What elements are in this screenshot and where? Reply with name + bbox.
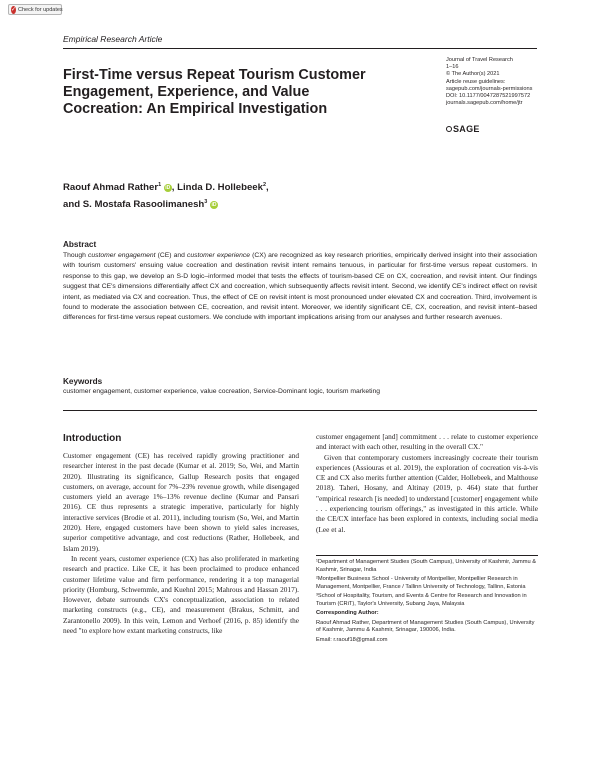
page-range: 1–16 [446,64,459,71]
abstract-text: Though customer engagement (CE) and customer experience (CX) are recognized as key research priorities, empirically derived insight into their association with tourism customers' ensuing value cocreation and destination revisit intent remains tenuous, in particular for first-time versus repeat customers. In response to this gap, we develop an S-D logic–informed model that tests the effects of tourism-based CE on CX, cocreation, and revisit intent. Our findings suggest that CE's dimensions differentially affect CX and cocreation, which subsequently affects revisit intent. Second, we identify CE's indirect effect on revisit intent, as mediated via CX and cocreation. Thus, the effect of CE on revisit intent is most pronounced under elevated CX and cocreation. Third, involvement is found to moderate the association between CE, cocreation, and revisit intent. Moreover, we identify significant CE, CX, cocreation, and revisit intent–based differences for first-time versus repeat customers. We conclude with important implications arising from our analyses and further research avenues. [63,252,538,322]
abstract-heading: Abstract [63,240,97,249]
footnotes [316,559,540,646]
journal-home-link[interactable]: journals.sagepub.com/home/jtr [446,100,523,107]
check-updates-icon: ✓ [11,6,17,13]
journal-name: Journal of Travel Research [446,57,513,63]
affiliation: ³School of Hospitality, Tourism, and Events & Centre for Research and Innovation in Tourism (CRiT), Taylor's University, Subang Jaya, Malaysia [316,593,527,607]
paragraph: Given that contemporary customers increasingly cocreate their tourism experiences (Assiouras et al. 2019), the exploration of cocreation vis-à-vis CE and CX also merits further attention (Calder, Hollebeek, and Malthouse 2018). Taheri, Hosany, and Altinay (2019, p. 464) state that further "empirical research [is needed] to understand [customer] engagement while . . . experiencing tourism offerings," as investigated in this article. While the CE/CX interface has been explored in contexts, including social media (Lee et al. [316,452,538,534]
sage-logo [446,124,480,134]
affiliation: ¹Department of Management Studies (South Campus), University of Kashmir, Jammu & Kashmir, Srinagar, India [316,559,537,573]
paragraph: Customer engagement (CE) has received rapidly growing practitioner and researcher interest in the past decade (Kumar et al. 2019; So, Wei, and Martin 2020). Illustrating its significance, Gallup Research posits that engaged customers, on average, account for 7%–23% revenue growth, while disengaged customers yield an average 1%–13% revenue decline (Kumar and Pansari 2016). CE thus represents a strategic imperative, particularly for highly interactive services (Brodie et al. 2011), including tourism (So, Wei, and Martin 2020). Here, engaged customers have been shown to yield sales increases, superior competitive advantage, and cost reductions (Rather, Hollebeek, and Islam 2019). [63,451,299,553]
keywords-heading: Keywords [63,377,103,386]
email-link[interactable]: Email: r.raouf18@gmail.com [316,636,388,643]
author-list: Raouf Ahmad Rather$^1$ iD , Linda D. Hollebeek$^2$, and S. Mostafa Rasoolimanesh$^3$ iD [63,182,269,211]
body-column-left [63,451,299,636]
corresponding-author-heading: Corresponding Author: [316,610,379,616]
body-column-right [316,432,538,535]
copyright: © The Author(s) 2021 [446,71,500,78]
header-rule [63,48,537,49]
check-for-updates-badge[interactable] [8,4,62,15]
reuse-label: Article reuse guidelines: [446,78,506,85]
check-updates-label: Check for updates [18,6,63,13]
quote-paragraph: customer engagement [and] commitment . . . relate to customer experience and interact with each other, resulting in the overall CX." [316,432,538,452]
doi[interactable]: DOI: 10.1177/0047287521997572 [446,93,531,100]
corresponding-author-text: Raouf Ahmad Rather, Department of Management Studies (South Campus), University of Kashmir, Jammu & Kashmir, Srinagar, 190006, India. [316,619,535,633]
paper-title: First-Time versus Repeat Tourism Customer Engagement, Experience, and Value Cocreation: An Empirical Investigation [63,67,366,117]
orcid-icon[interactable]: iD [211,202,217,209]
permissions-link[interactable]: sagepub.com/journals-permissions [446,85,533,92]
author-name: Raouf Ahmad Rather [63,182,159,194]
orcid-icon[interactable]: iD [165,185,171,192]
keywords-text: customer engagement, customer experience, value cocreation, Service-Dominant logic, tourism marketing [63,388,381,395]
introduction-heading: Introduction [63,433,122,444]
sage-wordmark: SAGE [453,124,480,134]
footnote-rule [316,555,538,556]
author-name: and S. Mostafa Rasoolimanesh [63,199,205,211]
paragraph: In recent years, customer experience (CX) has also proliferated in marketing research and practice. Like CE, it has been proclaimed to produce enhanced customer lifetime value and firm performance, rendering it a top managerial priority (Homburg, Schwemmle, and Kuehnl 2015; Mahrous and Hassan 2017). However, debate surrounds CX's conceptualization, association to related marketing constructs (e.g., CE), and measurement (Brakus, Schmitt, and Zarantonello 2009). In this vein, Lemon and Verhoef (2016, p. 85) identify the need "to explore how extant marketing constructs, like [63,553,299,636]
affiliation: ²Montpellier Business School - University of Montpellier, Montpellier Research in Management, Montpellier, France / Tallinn University of Technology, Tallinn, Estonia [316,576,526,590]
sage-mark-icon [446,126,452,132]
article-type: Empirical Research Article [63,34,163,44]
journal-meta [446,57,554,107]
author-name: Linda D. Hollebeek [177,182,263,194]
section-rule [63,410,537,411]
